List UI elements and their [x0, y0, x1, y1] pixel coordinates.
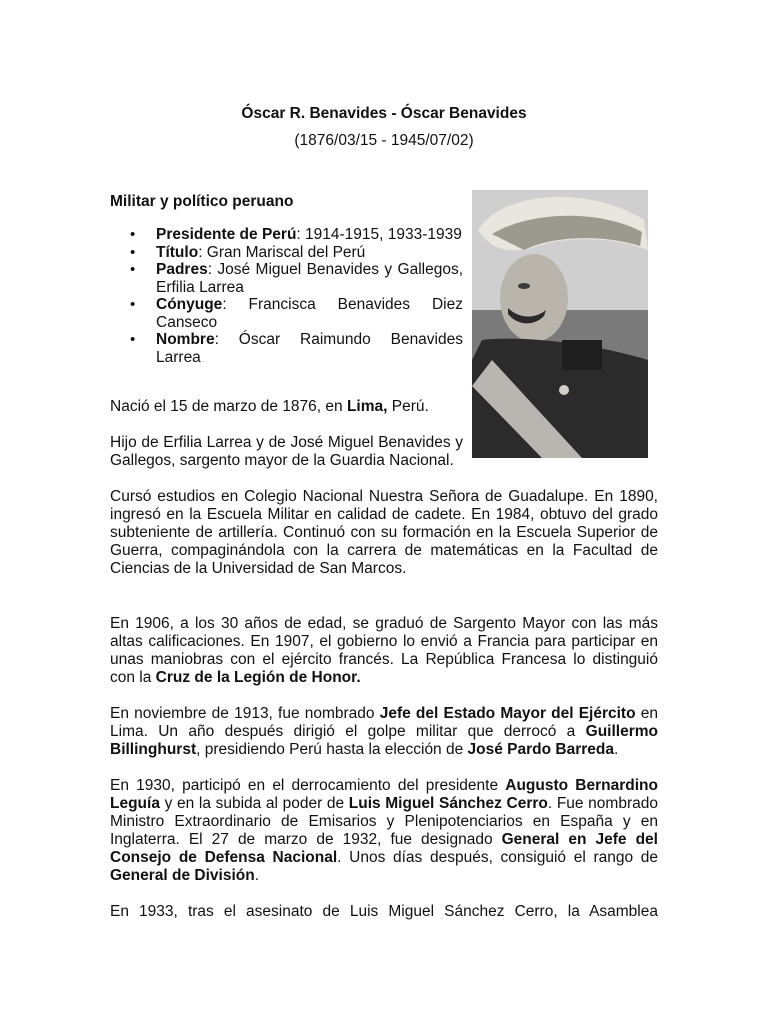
bold-run: General de División — [110, 867, 255, 884]
fact-value: : José Miguel Benavides y Gallegos, Erfilia Larrea — [156, 261, 463, 296]
section-subtitle: Militar y político peruano — [110, 193, 294, 210]
fact-label: Cónyuge — [156, 296, 223, 313]
fact-label: Presidente de Perú — [156, 226, 297, 243]
fact-label: Padres — [156, 261, 208, 278]
list-item — [110, 331, 463, 366]
paragraph-1906 — [110, 615, 658, 687]
text-run: En 1906, a los 30 años de edad, se graduó de Sargento Mayor con las más altas calificaciones. En 1907, el gobierno lo envió a Francia para participar en unas maniobras con el ejército francés. La República Francesa lo distinguió con la — [110, 615, 658, 686]
list-item — [110, 261, 463, 296]
bold-run: General en Jefe del Consejo de Defensa Nacional — [110, 831, 658, 866]
portrait-illustration — [472, 190, 648, 458]
paragraph-1913 — [110, 705, 658, 759]
bold-run: Jefe del Estado Mayor del Ejército — [379, 705, 636, 722]
bold-run: Augusto Bernardino Leguía — [110, 777, 658, 812]
text-run: , presidiendo Perú hasta la elección de — [196, 741, 468, 758]
fact-label: Título — [156, 243, 199, 261]
text-run: . — [254, 867, 260, 884]
fact-label: Nombre — [156, 331, 215, 348]
text-run: en Lima. Un año después dirigió el golpe militar que derrocó a — [110, 705, 658, 740]
text-run: . Fue nombrado Ministro Extraordinario de Emisarios y Plenipotenciarios en España y en Inglaterra. El 27 de marzo de 1932, fue designado — [110, 795, 658, 848]
portrait-photo — [472, 190, 648, 458]
list-item — [110, 296, 463, 331]
text-run: . — [356, 669, 361, 686]
bold-run: Luis Miguel Sánchez Cerro — [348, 795, 548, 812]
bold-run: Cruz de la Legión de Honor — [155, 669, 357, 686]
text-run: Nació el 15 de marzo de 1876, en — [110, 398, 347, 415]
text-run: Perú. — [387, 398, 429, 415]
bold-run: José Pardo Barreda — [467, 741, 615, 758]
fact-value: : 1914-1915, 1933-1939 — [296, 226, 462, 243]
text-run: . — [614, 741, 619, 758]
bold-run: Lima, — [346, 398, 388, 415]
fact-value: : Gran Mariscal del Perú — [198, 243, 366, 261]
text-run: En 1930, participó en el derrocamiento del presidente — [110, 777, 506, 794]
paragraph-birth — [110, 398, 463, 416]
bold-run: Guillermo Billinghurst — [110, 723, 658, 758]
paragraph-1933: En 1933, tras el asesinato de Luis Miguel Sánchez Cerro, la Asamblea — [110, 903, 658, 920]
paragraph-1930 — [110, 777, 658, 885]
text-run: . Unos días después, consiguió el rango de — [337, 849, 659, 866]
facts-list — [110, 226, 463, 366]
document-title: Óscar R. Benavides - Óscar Benavides — [241, 105, 527, 122]
text-run: y en la subida al poder de — [159, 795, 349, 812]
list-item — [110, 226, 463, 244]
paragraph-parents: Hijo de Erfilia Larrea y de José Miguel Benavides y Gallegos, sargento mayor de la Guardia Nacional. — [110, 434, 463, 469]
fact-value: : Francisca Benavides Diez Canseco — [156, 296, 463, 331]
fact-value: : Óscar Raimundo Benavides Larrea — [156, 331, 463, 366]
paragraph-studies: Cursó estudios en Colegio Nacional Nuestra Señora de Guadalupe. En 1890, ingresó en la Escuela Militar en calidad de cadete. En 1984, obtuvo del grado subteniente de artillería. Continuó con su formación en la Escuela Superior de Guerra, compaginándola con la carrera de matemáticas en la Facultad de Ciencias de la Universidad de San Marcos. — [110, 488, 658, 577]
text-run: En noviembre de 1913, fue nombrado — [110, 705, 380, 722]
life-dates: (1876/03/15 - 1945/07/02) — [294, 132, 474, 149]
list-item — [110, 244, 463, 262]
